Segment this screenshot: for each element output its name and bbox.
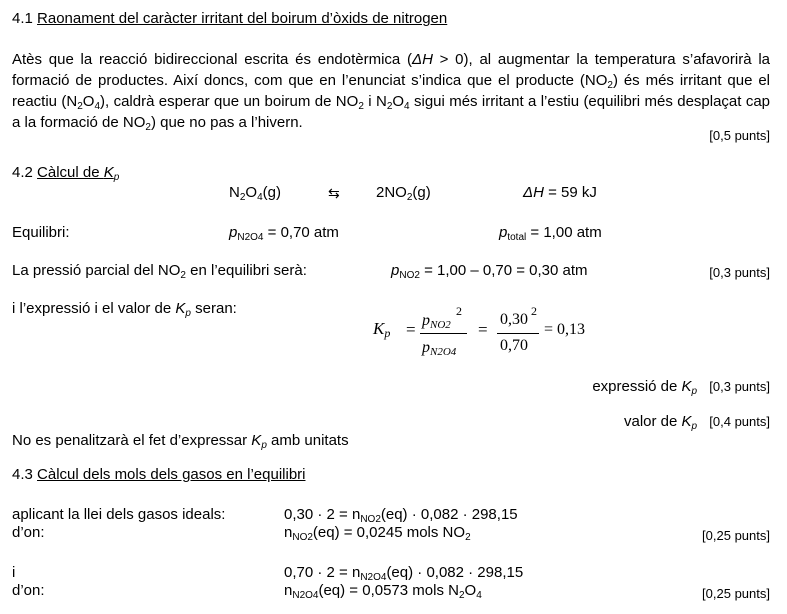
section-4-1-paragraph bbox=[12, 49, 770, 133]
expression-intro: i l’expressió i el valor de $K_p$ seran: bbox=[12, 300, 237, 319]
title-text: Càlcul de bbox=[37, 164, 104, 181]
p-total: $p_{total} = 1,00$ atm bbox=[499, 224, 602, 243]
points-expression: [0,3 punts] bbox=[709, 379, 770, 394]
points-expression-row: expressió de $K_p$ [0,3 punts] bbox=[592, 378, 770, 397]
reaction-enthalpy: ΔH = 59 kJ bbox=[523, 184, 597, 201]
fraction-bar-symbolic bbox=[420, 333, 467, 334]
points-4-1: [0,5 punts] bbox=[709, 128, 770, 143]
section-title: Càlcul dels mols dels gasos en l’equilibri bbox=[37, 466, 306, 483]
points-valor: [0,4 punts] bbox=[709, 414, 770, 429]
units-note: No es penalitzarà el fet d’expressar $K_p$ amb unitats bbox=[12, 432, 349, 451]
para-delta-h: ΔH bbox=[412, 51, 433, 68]
section-number: 4.2 bbox=[12, 164, 33, 181]
moles-n2o4: $n_{N2O4}(eq) = 0,0573$ mols $N_2O_4$ bbox=[284, 582, 482, 601]
para-text: ), caldrà esperar que un boirum de NO bbox=[100, 93, 359, 110]
subscript: 2 bbox=[77, 101, 83, 112]
section-4-3-heading bbox=[12, 466, 306, 484]
para-text: O bbox=[392, 93, 405, 110]
reaction-lhs: $N_2O_4(g)$ bbox=[229, 184, 281, 203]
subscript: 2 bbox=[358, 101, 364, 112]
p-n2o4: $p_{N2O4} = 0,70$ atm bbox=[229, 224, 339, 243]
subscript: 2 bbox=[607, 80, 613, 91]
points-partial: [0,3 punts] bbox=[709, 265, 770, 280]
formula-denominator: $p_{N2O4}$ bbox=[422, 339, 457, 358]
subscript: 4 bbox=[94, 101, 101, 112]
section-4-1-heading bbox=[12, 10, 447, 28]
section-number: 4.1 bbox=[12, 10, 33, 27]
points-no2: [0,25 punts] bbox=[702, 528, 770, 543]
formula-num-value: 0,30 bbox=[500, 311, 528, 328]
formula-result: = 0,13 bbox=[544, 321, 586, 338]
ideal-gas-n2o4: $0,70 \cdot 2 = n_{N2O4}(eq) \cdot 0,082 \cdot 298,15$ bbox=[284, 564, 524, 583]
para-text: Atès que la reacció bidireccional escrita és endotèrmica ( bbox=[12, 51, 413, 68]
p-no2: $p_{NO2} = 1,00 - 0,70 = 0,30$ atm bbox=[391, 262, 588, 281]
formula-numerator-exp: 2 bbox=[456, 304, 462, 318]
points-valor-row: valor de $K_p$ [0,4 punts] bbox=[623, 413, 770, 432]
formula-k: $K_p$ bbox=[373, 319, 391, 340]
section-4-2-heading bbox=[12, 164, 119, 182]
para-text: sigui més irritant a l’estiu (equilibri més desplaçat cap a la formació de NO bbox=[12, 93, 771, 131]
moles-no2: $n_{NO2}(eq) = 0,0245$ mols $NO_2$ bbox=[284, 524, 471, 543]
fraction-bar-numeric bbox=[497, 333, 539, 334]
ideal-gas-label: aplicant la llei dels gasos ideals: bbox=[12, 506, 226, 523]
formula-num-value-exp: 2 bbox=[531, 304, 537, 318]
subscript: 2 bbox=[145, 122, 151, 133]
reaction-rhs: $2NO_2(g)$ bbox=[376, 184, 431, 203]
section-title: Raonament del caràcter irritant del boirum d’òxids de nitrogen bbox=[37, 10, 448, 27]
points-n2o4: [0,25 punts] bbox=[702, 586, 770, 601]
partial-pressure-text: La pressió parcial del $NO_2$ en l’equilibri serà: bbox=[12, 262, 307, 281]
formula-eq2: = bbox=[478, 320, 488, 339]
para-text: i N bbox=[363, 93, 387, 110]
subscript: 2 bbox=[386, 101, 393, 112]
formula-den-value: 0,70 bbox=[500, 337, 528, 354]
subscript: 4 bbox=[404, 101, 410, 112]
title-k-sub: p bbox=[113, 172, 120, 183]
para-text: > 0), al augmentar la temperatura s’afavorirà la formació de productes. Així doncs, com que en l’enunciat s’indica que el producte (NO bbox=[12, 51, 770, 89]
formula-numerator: $p_{NO2}$ bbox=[422, 312, 451, 331]
para-text: O bbox=[82, 93, 95, 110]
don-label-2: d’on: bbox=[12, 582, 45, 599]
section-number: 4.3 bbox=[12, 466, 33, 483]
equilibrium-arrow-icon: ⇆ bbox=[328, 185, 340, 201]
equilibrium-label: Equilibri: bbox=[12, 224, 70, 241]
ideal-gas-no2: $0,30 \cdot 2 = n_{NO2}(eq) \cdot 0,082 \cdot 298,15$ bbox=[284, 506, 518, 525]
para-text: ) que no pas a l’hivern. bbox=[150, 114, 303, 131]
don-label-1: d’on: bbox=[12, 524, 45, 541]
title-k: K bbox=[103, 164, 114, 181]
formula-eq1: = bbox=[406, 320, 416, 339]
and-label: i bbox=[12, 564, 16, 581]
para-text: ) és més irritant que el reactiu (N bbox=[12, 72, 771, 110]
section-title bbox=[37, 164, 119, 181]
